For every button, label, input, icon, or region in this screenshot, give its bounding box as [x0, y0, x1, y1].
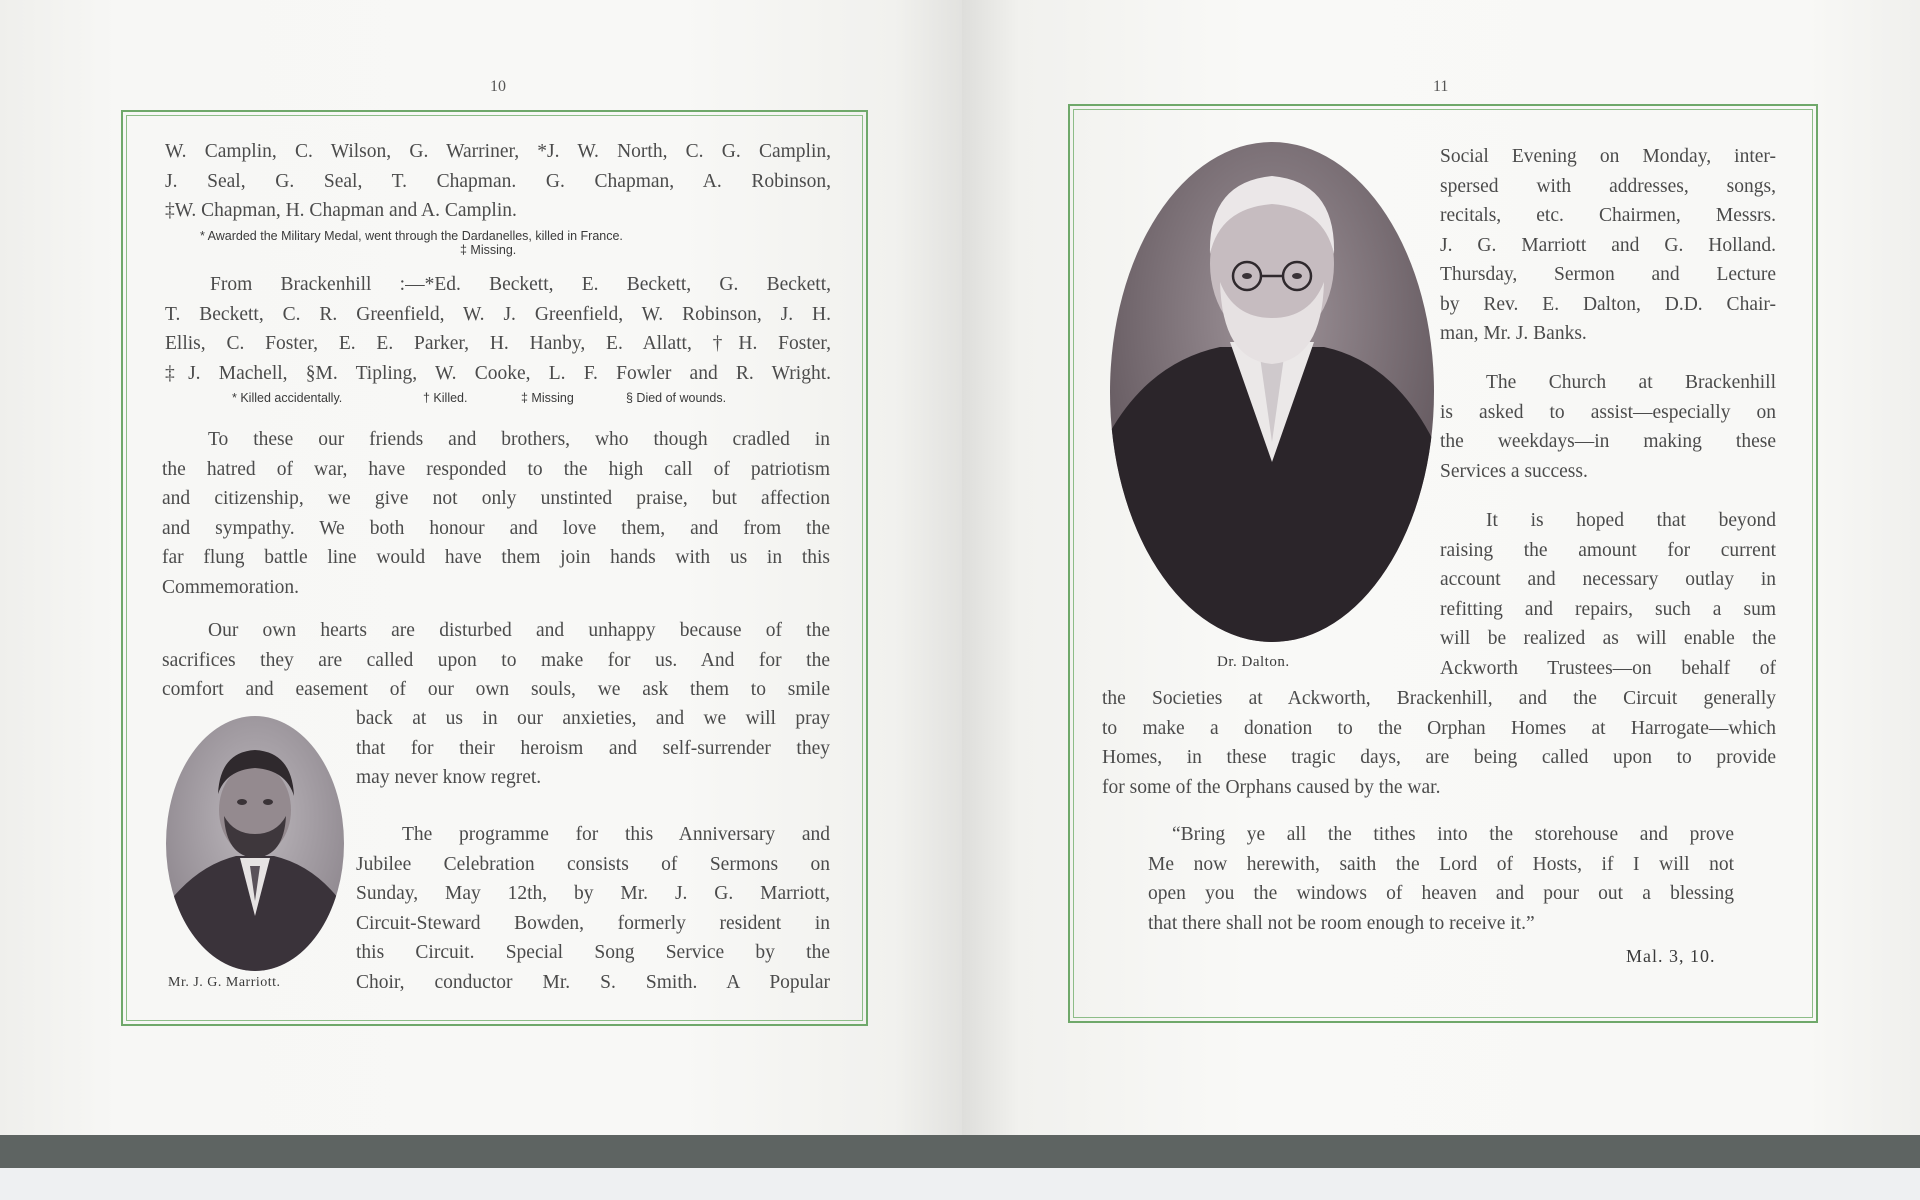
text-line: Our own hearts are disturbed and unhappy because of the	[208, 620, 830, 641]
text-line: From Brackenhill :—*Ed. Beckett, E. Beckett, G. Beckett,	[210, 274, 831, 295]
text-line: Commemoration.	[162, 576, 300, 598]
page-number-right: 11	[1433, 78, 1449, 95]
paragraph-hearts	[162, 616, 830, 705]
text-line: spersed with addresses, songs,	[1440, 175, 1776, 197]
table-surface	[0, 1168, 1920, 1200]
text-line: Thursday, Sermon and Lecture	[1440, 264, 1776, 285]
text-line: Circuit-Steward Bowden, formerly resident in	[356, 912, 830, 934]
footnote-killed-accidentally: * Killed accidentally.	[232, 391, 343, 405]
text-line: the Societies at Ackworth, Brackenhill, and the Circuit generally	[1102, 688, 1776, 709]
text-line: far flung battle line would have them join hands with us in this	[162, 547, 830, 568]
text-line: man, Mr. J. Banks.	[1440, 323, 1587, 344]
footnote-military-medal: * Awarded the Military Medal, went through the Dardanelles, killed in France.	[200, 229, 623, 243]
text-line: that for their heroism and self-surrender they	[356, 737, 830, 759]
text-line: is asked to assist—especially on	[1440, 401, 1776, 423]
paragraph-friends	[162, 425, 830, 602]
text-line: open you the windows of heaven and pour out a blessing	[1148, 883, 1734, 904]
text-line: the hatred of war, have responded to the high call of patriotism	[162, 458, 830, 480]
text-line: may never know regret.	[356, 767, 542, 788]
text-line: It is hoped that beyond	[1486, 510, 1776, 531]
portrait-dalton	[1110, 142, 1434, 642]
text-line: W. Camplin, C. Wilson, G. Warriner, *J. W. North, C. G. Camplin,	[165, 141, 831, 162]
text-line: Me now herewith, saith the Lord of Hosts, if I will not	[1148, 853, 1734, 875]
paragraph-hoped-continued	[1102, 684, 1776, 802]
text-line: refitting and repairs, such a sum	[1440, 598, 1776, 620]
text-line: Ellis, C. Foster, E. E. Parker, H. Hanby, E. Allatt, †H. Foster,	[165, 333, 831, 354]
text-line: that there shall not be room enough to receive it.”	[1148, 912, 1535, 934]
text-line: sacrifices they are called upon to make for us. And for the	[162, 649, 830, 671]
left-page	[0, 0, 962, 1135]
text-line: Ackworth Trustees—on behalf of	[1440, 657, 1776, 679]
footnote-missing: ‡ Missing.	[460, 243, 517, 257]
text-line: and citizenship, we give not only unstinted praise, but affection	[162, 488, 830, 509]
portrait-marriott-image	[166, 716, 344, 971]
right-page	[962, 0, 1920, 1135]
text-line: To these our friends and brothers, who though cradled in	[208, 429, 830, 450]
scripture-quote	[1148, 820, 1734, 938]
names-paragraph-acworth	[165, 137, 831, 226]
text-line: Sunday, May 12th, by Mr. J. G. Marriott,	[356, 883, 830, 904]
paragraph-church-brackenhill	[1440, 368, 1776, 486]
text-line: this Circuit. Special Song Service by the	[356, 942, 830, 963]
names-paragraph-brackenhill	[165, 270, 831, 388]
text-line: Jubilee Celebration consists of Sermons on	[356, 853, 830, 875]
page-number-left: 10	[490, 78, 506, 95]
text-line: Services a success.	[1440, 460, 1588, 482]
paragraph-programme	[356, 820, 830, 997]
text-line: for some of the Orphans caused by the war.	[1102, 776, 1441, 798]
paragraph-hearts-continued	[356, 704, 830, 793]
text-line: T. Beckett, C. R. Greenfield, W. J. Greenfield, W. Robinson, J. H.	[165, 303, 831, 325]
portrait-dalton-image	[1110, 142, 1434, 642]
text-line: comfort and easement of our own souls, we ask them to smile	[162, 679, 830, 700]
text-line: ‡W. Chapman, H. Chapman and A. Camplin.	[165, 200, 517, 221]
text-line: Social Evening on Monday, inter-	[1440, 146, 1776, 167]
text-line: “Bring ye all the tithes into the storehouse and prove	[1172, 824, 1734, 845]
portrait-caption-marriott: Mr. J. G. Marriott.	[168, 975, 281, 990]
text-line: recitals, etc. Chairmen, Messrs.	[1440, 205, 1776, 226]
text-line: Homes, in these tragic days, are being called upon to provide	[1102, 747, 1776, 768]
text-line: J. G. Marriott and G. Holland.	[1440, 234, 1776, 256]
text-line: The programme for this Anniversary and	[402, 824, 830, 845]
footnote-missing-2: ‡ Missing	[521, 391, 574, 405]
text-line: to make a donation to the Orphan Homes at Harrogate—which	[1102, 717, 1776, 739]
text-line: will be realized as will enable the	[1440, 628, 1776, 649]
text-line: Choir, conductor Mr. S. Smith. A Popular	[356, 971, 830, 993]
scripture-reference: Mal. 3, 10.	[1626, 946, 1716, 966]
text-line: account and necessary outlay in	[1440, 569, 1776, 590]
portrait-marriott	[166, 716, 344, 971]
portrait-caption-dalton: Dr. Dalton.	[1217, 654, 1290, 670]
text-line: the weekdays—in making these	[1440, 431, 1776, 452]
text-line: ‡J. Machell, §M. Tipling, W. Cooke, L. F. Fowler and R. Wright.	[165, 362, 831, 384]
text-line: back at us in our anxieties, and we will pray	[356, 708, 830, 729]
footnote-died-of-wounds: § Died of wounds.	[626, 391, 727, 405]
text-line: by Rev. E. Dalton, D.D. Chair-	[1440, 293, 1776, 315]
text-line: raising the amount for current	[1440, 539, 1776, 561]
text-line: and sympathy. We both honour and love them, and from the	[162, 517, 830, 539]
booklet-cover-edge	[0, 1135, 1920, 1168]
paragraph-hoped	[1440, 506, 1776, 683]
paragraph-social-evening	[1440, 142, 1776, 349]
footnote-killed: † Killed.	[423, 391, 468, 405]
text-line: J. Seal, G. Seal, T. Chapman. G. Chapman, A. Robinson,	[165, 170, 831, 192]
text-line: The Church at Brackenhill	[1486, 372, 1776, 393]
